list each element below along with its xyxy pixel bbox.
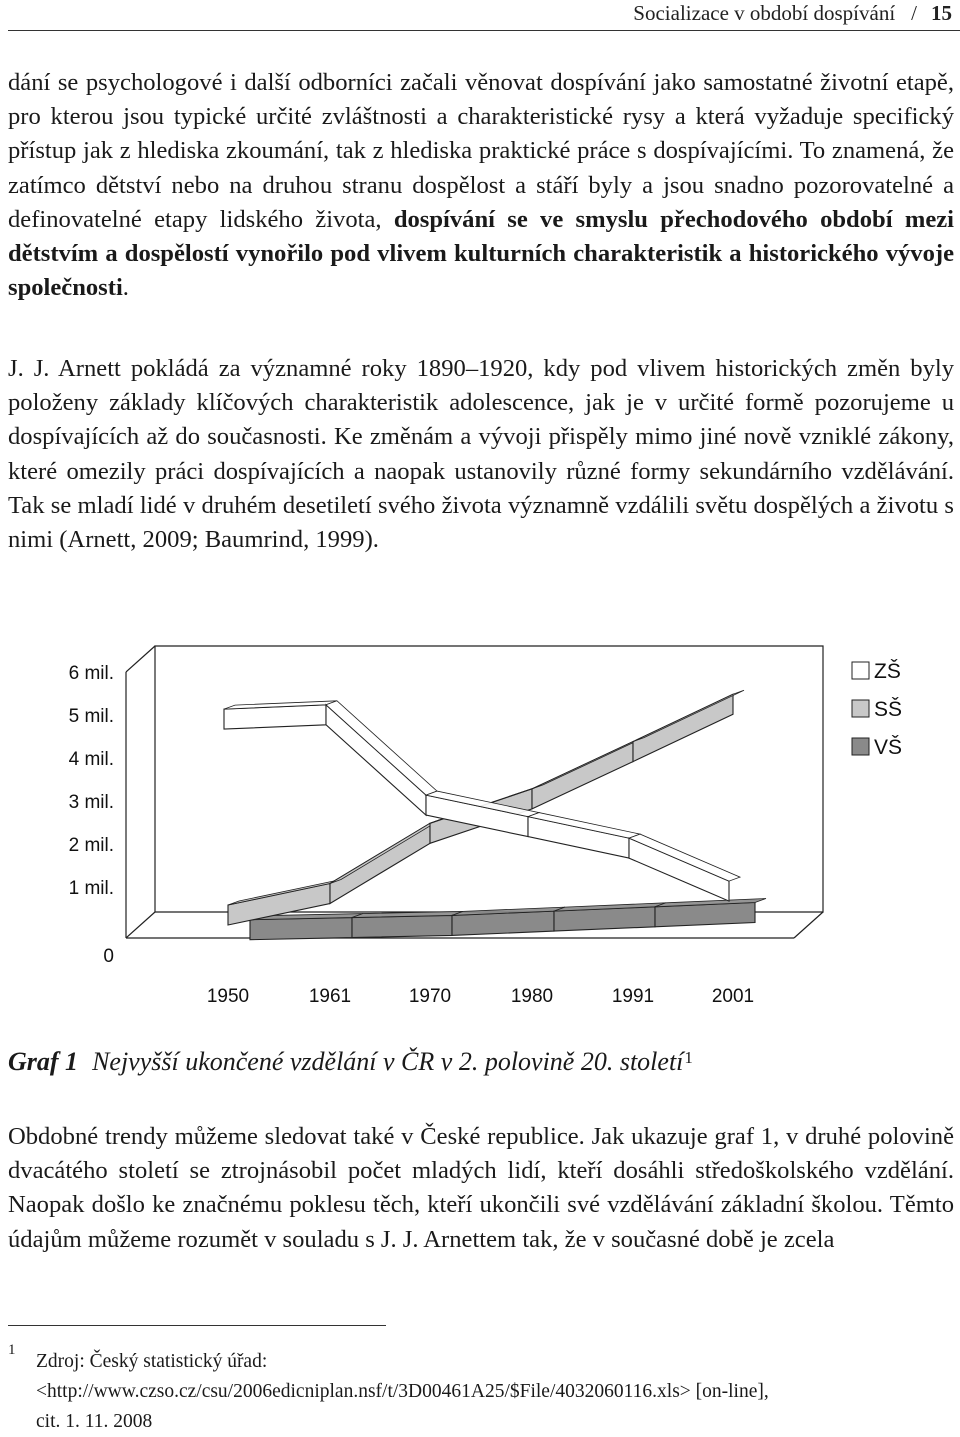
series-vš-segment	[352, 915, 452, 937]
paragraph-1	[8, 66, 954, 305]
legend-label-sš: SŠ	[874, 698, 902, 721]
caption-label: Graf 1	[8, 1047, 78, 1076]
page-number: 15	[931, 1, 952, 25]
x-tick-labels	[207, 986, 754, 1007]
x-tick-label: 1950	[207, 986, 249, 1007]
legend-swatch-sš	[852, 700, 869, 717]
chart-side-wall-top	[126, 646, 155, 672]
y-tick-label: 6 mil.	[69, 663, 114, 684]
running-head-text	[633, 1, 952, 26]
footnote-source: Zdroj: Český statistický úřad:	[36, 1347, 769, 1377]
running-head-separator: /	[911, 1, 917, 26]
x-tick-label: 1961	[309, 986, 351, 1007]
footnote-number: 1	[8, 1335, 16, 1365]
chart-floor-right	[794, 912, 823, 938]
legend-swatch-zš	[852, 662, 869, 679]
paragraph-1-bold-text: dospívání se ve smyslu přechodového období mezi dětstvím a dospělostí vynořilo pod vlivem kulturních charakteristik a historického vývoje společnosti	[8, 206, 954, 301]
x-tick-label: 1991	[612, 986, 654, 1007]
running-head-rule	[8, 30, 960, 31]
chart-caption	[8, 1047, 693, 1077]
paragraph-2: J. J. Arnett pokládá za významné roky 1890–1920, kdy pod vlivem historických změn byly položeny základy klíčových charakteristik adolescence, jak je v určité formě pozorujeme u dospívajících až do současnosti. Ke změnám a vývoji přispěly mimo jiné nově vzniklé zákony, které omezily práci dospívajících a naopak ustanovily různé formy sekundárního vzdělávání. Tak se mladí lidé v druhém desetiletí svého života významně vzdálili světu dospělých a životu s nimi (Arnett, 2009; Baumrind, 1999).	[8, 352, 954, 557]
chart-floor-left	[126, 912, 155, 938]
paragraph-1-end: .	[123, 274, 129, 301]
footnote-link[interactable]: <http://www.czso.cz/csu/2006edicniplan.nsf/t/3D00461A25/$File/4032060116.xls> [on-line],	[36, 1377, 769, 1407]
caption-footnote-ref: 1	[684, 1048, 693, 1067]
legend-swatch-vš	[852, 738, 869, 755]
running-head	[0, 0, 960, 30]
footnote-lines	[36, 1347, 769, 1437]
y-tick-label: 3 mil.	[69, 792, 114, 813]
y-tick-label: 0	[103, 946, 114, 967]
y-tick-label: 2 mil.	[69, 835, 114, 856]
x-tick-label: 2001	[712, 986, 754, 1007]
x-tick-label: 1970	[409, 986, 451, 1007]
legend-label-zš: ZŠ	[874, 660, 901, 683]
y-tick-labels	[69, 663, 114, 967]
legend-label-vš: VŠ	[874, 736, 902, 759]
paragraph-3: Obdobné trendy můžeme sledovat také v České republice. Jak ukazuje graf 1, v druhé polovině dvacátého století se ztrojnásobil počet mladých lidí, kteří dosáhli středoškolského vzdělání. Naopak došlo ke značnému poklesu těch, kteří ukončili své vzdělávání základní školou. Těmto údajům můžeme rozumět v souladu s J. J. Arnettem tak, že v současné době je zcela	[8, 1120, 954, 1257]
paragraph-1-text: dání se psychologové i další odborníci začali věnovat dospívání jako samostatné životní etapě, pro kterou jsou typické určité zvláštnosti a charakteristické rysy a která vyžaduje specifický přístup jak z hlediska zkoumání, tak z hlediska praktické práce s dospívajícími. To znamená, že zatímco dětství nebo na druhou stranu dospělost a stáří byly a jsou snadno pozorovatelné a definovatelné etapy lidského života,	[8, 69, 954, 233]
footnote-rule	[8, 1325, 386, 1326]
footnote-citation-date: cit. 1. 11. 2008	[36, 1407, 769, 1437]
y-tick-label: 1 mil.	[69, 878, 114, 899]
x-tick-label: 1980	[511, 986, 553, 1007]
y-tick-label: 5 mil.	[69, 706, 114, 727]
caption-text: Nejvyšší ukončené vzdělání v ČR v 2. polovině 20. století	[92, 1047, 683, 1076]
y-tick-label: 4 mil.	[69, 749, 114, 770]
education-chart	[0, 618, 960, 1028]
series-vš-segment	[250, 918, 352, 940]
running-head-title: Socializace v období dospívání	[633, 1, 895, 25]
chart-legend	[852, 660, 902, 759]
